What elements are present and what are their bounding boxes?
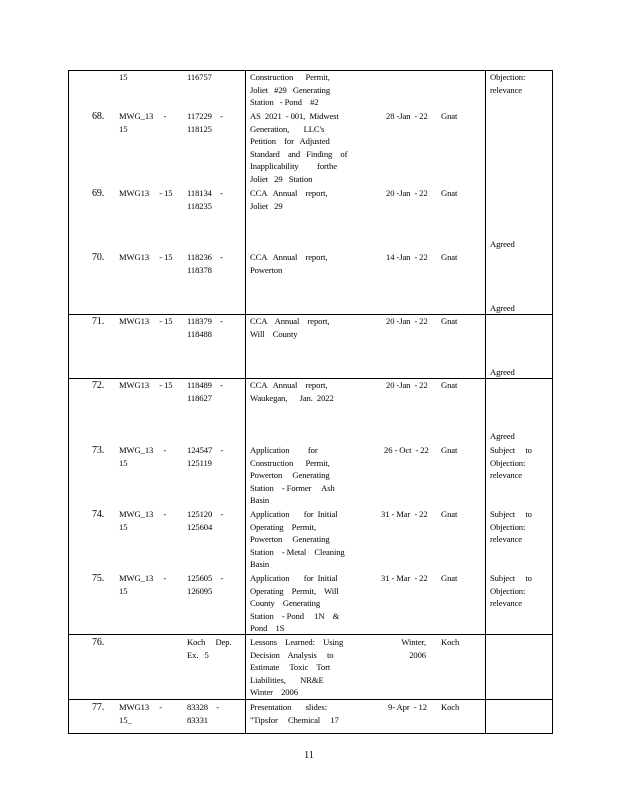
cell-witness: Gnat	[441, 509, 458, 519]
cell-bates: 117229 - 118125	[187, 111, 223, 134]
cell-witness: Gnat	[441, 111, 458, 121]
cell-date: 26 - Oct - 22	[384, 445, 429, 455]
cell-date: 20 -Jan - 22	[386, 188, 428, 198]
cell-status: Subject to Objection: relevance	[490, 509, 532, 545]
cell-id: MWG_13 - 15	[119, 111, 167, 134]
cell-id: MWG13 - 15	[119, 188, 173, 198]
cell-id: MWG13 - 15	[119, 252, 173, 262]
cell-bates: 118236 - 118378	[187, 252, 223, 275]
cell-date: 20 -Jan - 22	[386, 380, 428, 390]
cell-bates: Koch Dep. Ex. 5	[187, 637, 232, 660]
cell-status: Subject to Objection: relevance	[490, 573, 532, 609]
cell-id: MWG13 - 15	[119, 316, 173, 326]
row-number: 74.	[92, 509, 105, 520]
row-number: 72.	[92, 380, 105, 391]
table-divider-status	[485, 70, 486, 734]
cell-status: Agreed	[490, 367, 515, 377]
cell-witness: Gnat	[441, 316, 458, 326]
cell-witness: Gnat	[441, 573, 458, 583]
cell-witness: Gnat	[441, 252, 458, 262]
cell-date: Winter, 2006	[401, 637, 426, 660]
table-rule-row-77	[68, 699, 553, 700]
cell-bates: 116757	[187, 72, 212, 82]
cell-date: 14 -Jan - 22	[386, 252, 428, 262]
cell-witness: Koch	[441, 637, 460, 647]
cell-date: 31 - Mar - 22	[381, 573, 428, 583]
cell-status: Agreed	[490, 303, 515, 313]
row-number: 71.	[92, 316, 105, 327]
cell-status: Agreed	[490, 239, 515, 249]
cell-id: 15	[119, 72, 128, 82]
cell-bates: 124547 - 125119	[187, 445, 224, 468]
cell-date: 20 -Jan - 22	[386, 316, 428, 326]
cell-witness: Gnat	[441, 380, 458, 390]
cell-witness: Koch	[441, 702, 460, 712]
cell-description: CCA Annual report, Waukegan, Jan. 2022	[250, 380, 334, 403]
row-number: 69.	[92, 188, 105, 199]
table-border-left	[68, 70, 69, 734]
cell-status: Objection: relevance	[490, 72, 526, 95]
cell-witness: Gnat	[441, 445, 458, 455]
cell-description: CCA Annual report, Joliet 29	[250, 188, 328, 211]
cell-witness: Gnat	[441, 188, 458, 198]
cell-description: Construction Permit, Joliet #29 Generating Station - Pond #2	[250, 72, 331, 108]
row-number: 73.	[92, 445, 105, 456]
cell-bates: 118134 - 118235	[187, 188, 223, 211]
row-number: 77.	[92, 702, 105, 713]
row-number: 68.	[92, 111, 105, 122]
cell-description: Lessons Learned: Using Decision Analysis to Estimate Toxic Tort Liabilities, NR&E Winter 2006	[250, 637, 344, 698]
row-number: 76.	[92, 637, 105, 648]
cell-date: 9- Apr - 12	[388, 702, 427, 712]
row-number: 70.	[92, 252, 105, 263]
cell-description: CCA Annual report, Powerton	[250, 252, 328, 275]
page-number: 11	[304, 750, 314, 761]
cell-bates: 125605 - 126095	[187, 573, 224, 596]
cell-description: Application for Initial Operating Permit, Will County Generating Station - Pond 1N & Pond 1S	[250, 573, 340, 634]
cell-status: Subject to Objection: relevance	[490, 445, 532, 481]
cell-id: MWG_13 - 15	[119, 509, 167, 532]
row-number: 75.	[92, 573, 105, 584]
table-divider-description	[245, 70, 246, 734]
cell-id: MWG13 - 15_	[119, 702, 163, 725]
cell-description: Presentation slides: "Tipsfor Chemical 17	[250, 702, 339, 725]
cell-id: MWG_13 - 15	[119, 445, 167, 468]
table-rule-bottom	[68, 733, 553, 734]
cell-bates: 125120 - 125604	[187, 509, 224, 532]
cell-bates: 118489 - 118627	[187, 380, 223, 403]
cell-status: Agreed	[490, 431, 515, 441]
cell-bates: 118379 - 118488	[187, 316, 223, 339]
table-border-right	[552, 70, 553, 734]
cell-description: AS 2021 - 001, Midwest Generation, LLC's Petition for Adjusted Standard and Finding of Inapplicability forthe Joliet 29 Station	[250, 111, 348, 184]
cell-description: Application for Initial Operating Permit, Powerton Generating Station - Metal Cleaning Basin	[250, 509, 345, 570]
cell-id: MWG_13 - 15	[119, 573, 167, 596]
cell-description: Application for Construction Permit, Powerton Generating Station - Former Ash Basin	[250, 445, 335, 506]
cell-bates: 83328 - 83331	[187, 702, 219, 725]
cell-description: CCA Annual report, Will County	[250, 316, 330, 339]
cell-id: MWG13 - 15	[119, 380, 173, 390]
cell-date: 28 -Jan - 22	[386, 111, 428, 121]
cell-date: 31 - Mar - 22	[381, 509, 428, 519]
